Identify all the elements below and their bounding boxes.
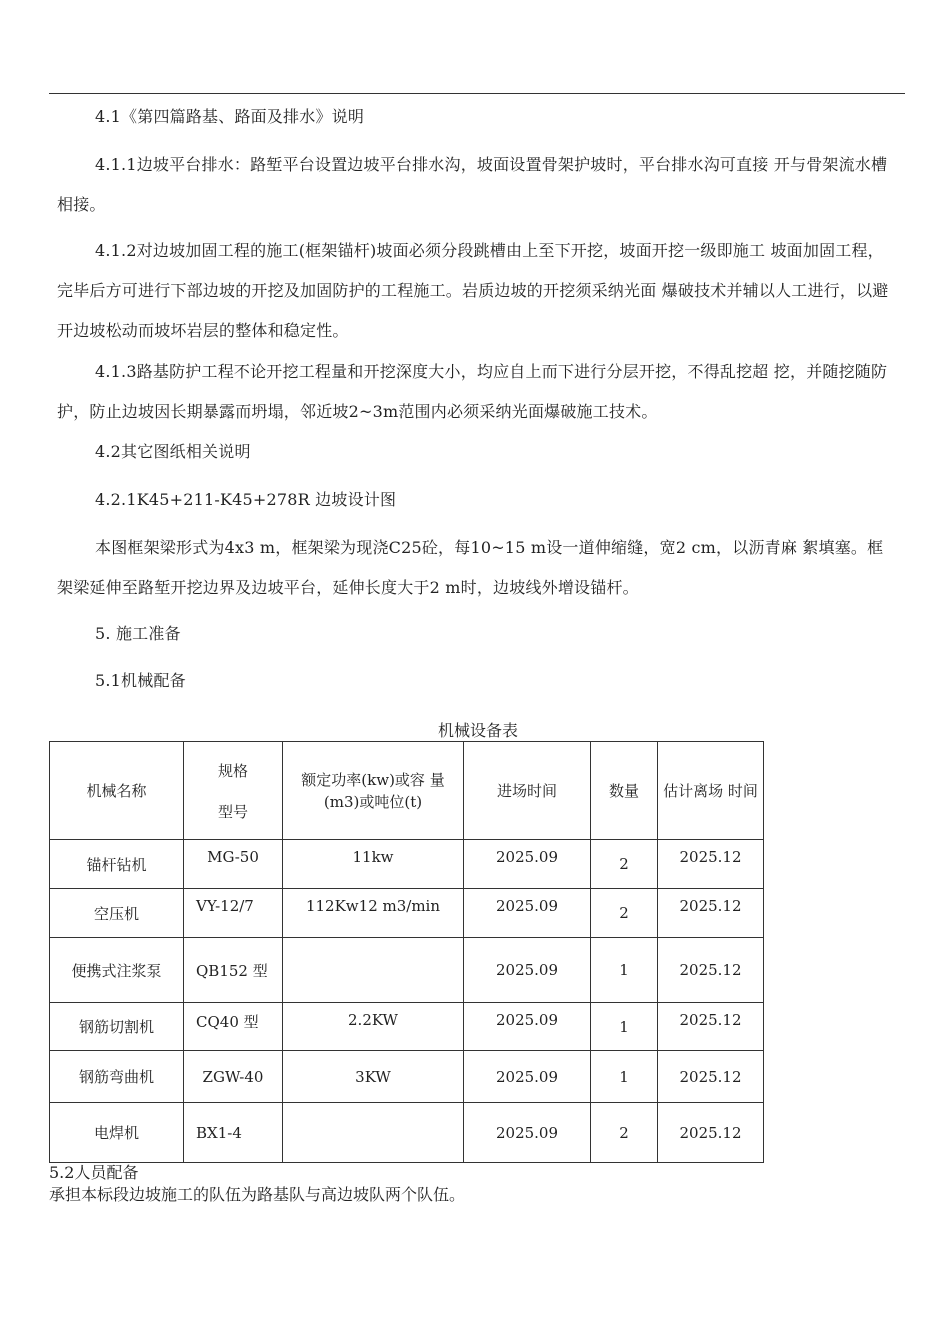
cell-machine-name: 钢筋弯曲机 xyxy=(50,1051,184,1103)
cell-exit-time: 2025.12 xyxy=(658,938,764,1003)
paragraph-staffing: 承担本标段边坡施工的队伍为路基队与高边坡队两个队伍。 xyxy=(49,1185,466,1204)
cell-machine-name: 锚杆钻机 xyxy=(50,840,184,889)
cell-power: 11kw xyxy=(283,840,464,889)
cell-entry-time: 2025.09 xyxy=(464,1003,591,1051)
table-caption: 机械设备表 xyxy=(437,721,518,740)
cell-quantity: 1 xyxy=(591,1051,658,1103)
cell-exit-time: 2025.12 xyxy=(658,889,764,938)
header-spec xyxy=(184,742,283,840)
cell-quantity: 1 xyxy=(591,1003,658,1051)
paragraph-4-1-2: 4.1.2对边坡加固工程的施工(框架锚杆)坡面必须分段跳槽由上至下开挖，坡面开挖一级即施工 坡面加固工程，完毕后方可进行下部边坡的开挖及加固防护的工程施工。岩质边坡的开挖须采纳光面 爆破技术并辅以人工进行，以避开边坡松动而坡坏岩层的整体和稳定性。 xyxy=(57,241,889,340)
cell-power xyxy=(283,938,464,1003)
table-row xyxy=(50,1051,764,1103)
cell-entry-time: 2025.09 xyxy=(464,840,591,889)
header-rule xyxy=(49,93,905,94)
cell-entry-time: 2025.09 xyxy=(464,889,591,938)
cell-power: 112Kw12 m3/min xyxy=(283,889,464,938)
cell-spec: MG-50 xyxy=(184,840,283,889)
header-quantity: 数量 xyxy=(591,742,658,840)
cell-spec: ZGW-40 xyxy=(184,1051,283,1103)
table-row xyxy=(50,938,764,1003)
cell-spec: QB152 型 xyxy=(184,938,283,1003)
header-spec-line2: 型号 xyxy=(217,802,248,821)
cell-spec: CQ40 型 xyxy=(184,1003,283,1051)
section-heading-5-1: 5.1机械配备 xyxy=(95,671,186,690)
table-header-row xyxy=(50,742,764,840)
cell-exit-time: 2025.12 xyxy=(658,1051,764,1103)
section-heading-4-1: 4.1《第四篇路基、路面及排水》说明 xyxy=(95,107,365,126)
section-heading-5-2: 5.2人员配备 xyxy=(49,1163,139,1182)
cell-quantity: 2 xyxy=(591,840,658,889)
table-row xyxy=(50,840,764,889)
cell-entry-time: 2025.09 xyxy=(464,938,591,1003)
paragraph-frame-beam: 本图框架梁形式为4x3 m，框架梁为现浇C25砼，每10~15 m设一道伸缩缝，宽2 cm，以沥青麻 絮填塞。框架梁延伸至路堑开挖边界及边坡平台，延伸长度大于2 m时，边坡线外增设锚杆。 xyxy=(57,538,884,597)
cell-exit-time: 2025.12 xyxy=(658,1103,764,1163)
cell-entry-time: 2025.09 xyxy=(464,1051,591,1103)
cell-machine-name: 便携式注浆泵 xyxy=(50,938,184,1003)
header-exit-time: 估计离场 时间 xyxy=(658,742,764,840)
section-heading-4-2-1: 4.2.1K45+211-K45+278R 边坡设计图 xyxy=(95,490,397,509)
section-heading-4-2: 4.2其它图纸相关说明 xyxy=(95,442,251,461)
cell-power: 3KW xyxy=(283,1051,464,1103)
cell-spec: BX1-4 xyxy=(184,1103,283,1163)
paragraph-4-1-3: 4.1.3路基防护工程不论开挖工程量和开挖深度大小，均应自上而下进行分层开挖，不得乱挖超 挖，并随挖随防护，防止边坡因长期暴露而坍塌，邻近坡2~3m范围内必须采纳光面爆破施工技术。 xyxy=(57,362,888,421)
header-machine-name: 机械名称 xyxy=(50,742,184,840)
cell-power: 2.2KW xyxy=(283,1003,464,1051)
header-entry-time: 进场时间 xyxy=(464,742,591,840)
equipment-table xyxy=(49,741,764,1163)
cell-exit-time: 2025.12 xyxy=(658,1003,764,1051)
cell-entry-time: 2025.09 xyxy=(464,1103,591,1163)
cell-exit-time: 2025.12 xyxy=(658,840,764,889)
cell-quantity: 2 xyxy=(591,1103,658,1163)
cell-spec: VY-12/7 xyxy=(184,889,283,938)
cell-machine-name: 钢筋切割机 xyxy=(50,1003,184,1051)
cell-machine-name: 电焊机 xyxy=(50,1103,184,1163)
cell-machine-name: 空压机 xyxy=(50,889,184,938)
table-row xyxy=(50,889,764,938)
paragraph-4-1-1: 4.1.1边坡平台排水：路堑平台设置边坡平台排水沟，坡面设置骨架护坡时，平台排水沟可直接 开与骨架流水槽相接。 xyxy=(57,155,888,214)
table-row xyxy=(50,1103,764,1163)
header-spec-line1: 规格 xyxy=(217,761,248,780)
cell-quantity: 1 xyxy=(591,938,658,1003)
cell-power xyxy=(283,1103,464,1163)
header-power: 额定功率(kw)或容 量(m3)或吨位(t) xyxy=(283,742,464,840)
cell-quantity: 2 xyxy=(591,889,658,938)
table-row xyxy=(50,1003,764,1051)
section-heading-5: 5. 施工准备 xyxy=(95,624,181,643)
